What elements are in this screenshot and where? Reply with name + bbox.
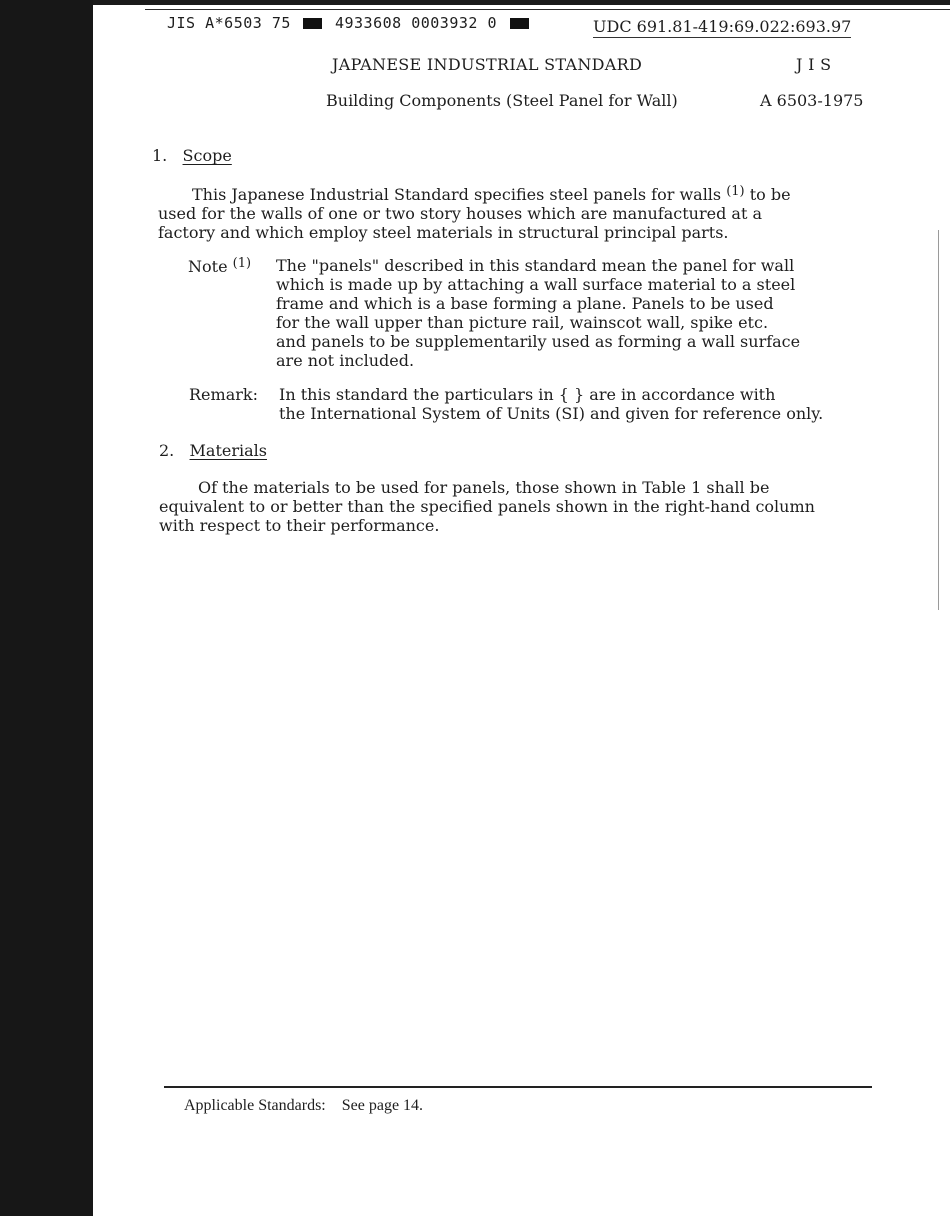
note-line: frame and which is a base forming a plane. Panels to be used (276, 294, 774, 313)
black-block-mark (510, 18, 529, 29)
paragraph-line: equivalent to or better than the specified panels shown in the right-hand column (159, 497, 815, 516)
note-line: for the wall upper than picture rail, wainscot wall, spike etc. (276, 313, 769, 332)
note-line: and panels to be supplementarily used as forming a wall surface (276, 332, 801, 351)
jis-mark: J I S (796, 55, 832, 74)
footer-label: Applicable Standards: (184, 1097, 326, 1114)
paragraph-line: factory and which employ steel materials in structural principal parts. (158, 223, 729, 242)
paragraph-line: used for the walls of one or two story houses which are manufactured at a (158, 204, 762, 223)
black-block-mark (303, 18, 322, 29)
scan-edge-line (938, 230, 939, 610)
note-line: are not included. (276, 351, 415, 370)
materials-paragraph (159, 478, 815, 535)
scope-paragraph (158, 182, 791, 242)
remark-line: the International System of Units (SI) and given for reference only. (279, 404, 824, 423)
top-edge-rule (93, 0, 950, 5)
standard-title: JAPANESE INDUSTRIAL STANDARD (332, 55, 643, 74)
scan-margin-bar (0, 0, 93, 1216)
document-code-strip (167, 14, 532, 32)
section-title: Materials (189, 441, 267, 460)
code-prefix: JIS A*6503 75 (167, 14, 291, 32)
paragraph-line: This Japanese Industrial Standard specifies steel panels for walls $^{(1)}$ to be (192, 184, 791, 204)
section-number: 1. (152, 146, 168, 165)
remark-line: In this standard the particulars in { } are in accordance with (279, 385, 776, 404)
section-title: Scope (182, 146, 232, 165)
remark-body (279, 385, 823, 423)
note-line: which is made up by attaching a wall surface material to a steel (276, 275, 796, 294)
footnote-marker: (1) (726, 184, 745, 199)
code-number: 4933608 0003932 0 (334, 14, 497, 32)
standard-number: A 6503-1975 (760, 91, 864, 110)
footer-text: See page 14. (341, 1097, 424, 1114)
footnote-marker: (1) (232, 256, 252, 271)
top-thin-rule (145, 9, 950, 10)
note-line: The "panels" described in this standard mean the panel for wall (276, 256, 795, 275)
section-number: 2. (159, 441, 175, 460)
note-body (276, 256, 800, 370)
note-label: Note $^{(1)}$ (188, 256, 252, 276)
document-subtitle: Building Components (Steel Panel for Wall) (326, 91, 678, 110)
section-2-heading (159, 441, 267, 460)
applicable-standards-footer (184, 1097, 423, 1115)
paragraph-line: Of the materials to be used for panels, those shown in Table 1 shall be (198, 478, 770, 497)
paragraph-line: with respect to their performance. (159, 516, 440, 535)
section-1-heading (152, 146, 232, 165)
footer-rule (164, 1086, 872, 1088)
remark-label: Remark: (189, 385, 258, 404)
udc-classification: UDC 691.81-419:69.022:693.97 (593, 17, 852, 36)
